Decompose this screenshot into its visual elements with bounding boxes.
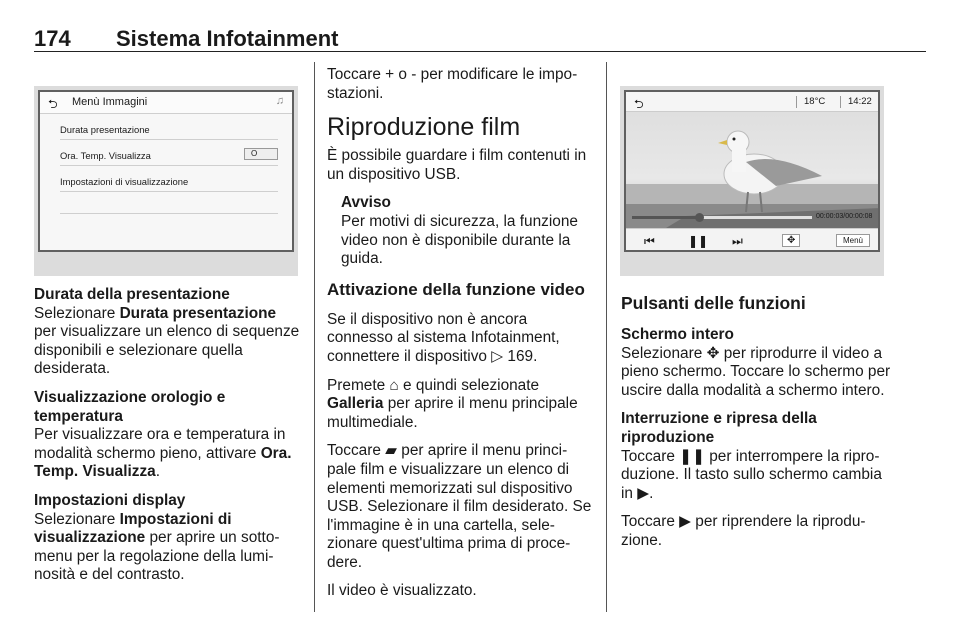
video-screen bbox=[624, 90, 880, 252]
heading-display-settings: Impostazioni display bbox=[34, 491, 186, 509]
paragraph: Toccare ❚❚ per interrompere la ripro-duzione. Il tasto sullo schermo cambia in ▶. bbox=[621, 447, 882, 502]
play-icon: ▶ bbox=[637, 484, 650, 502]
paragraph: Selezionare ✥ per riprodurre il video a pieno schermo. Toccare lo schermo per uscire dalla modalità a schermo intero. bbox=[621, 344, 891, 399]
video-screenshot bbox=[620, 86, 884, 276]
timecode: 00:00:03/00:00:08 bbox=[816, 213, 873, 220]
pause-icon: ❚❚ bbox=[679, 447, 705, 465]
column-3 bbox=[621, 292, 893, 561]
heading-clock-temperature: Visualizzazione orologio e temperatura bbox=[34, 388, 226, 425]
menu-empty-row bbox=[60, 202, 278, 214]
heading-movie-playback: Riproduzione film bbox=[327, 113, 521, 142]
column-divider bbox=[314, 62, 315, 612]
page-header bbox=[34, 26, 926, 52]
temperature: 18°C bbox=[804, 96, 826, 107]
fullscreen-icon[interactable]: ✥ bbox=[782, 234, 800, 247]
reference-arrow-icon: ▷ bbox=[491, 347, 504, 365]
heading-function-buttons: Pulsanti delle funzioni bbox=[621, 293, 806, 313]
paragraph: Toccare + o - per modificare le impo-stazioni. bbox=[327, 66, 578, 102]
clock: 14:22 bbox=[848, 96, 872, 107]
seagull-image bbox=[626, 112, 880, 228]
paragraph: È possibile guardare i film contenuti in un dispositivo USB. bbox=[327, 147, 587, 183]
menu-title: Menù Immagini bbox=[72, 96, 148, 108]
paragraph: Premete ⌂ e quindi selezionate Galleria per aprire il menu principale multimediale. bbox=[327, 376, 578, 431]
paragraph: Toccare ▶ per riprendere la riprodu-zione. bbox=[621, 513, 866, 549]
video-status-bar bbox=[626, 92, 878, 112]
film-icon: ▰ bbox=[385, 442, 398, 460]
home-icon: ⌂ bbox=[389, 376, 399, 394]
paragraph: Selezionare Impostazioni di visualizzazione per aprire un sotto-menu per la regolazione della lumi-nosità e del contrasto. bbox=[34, 510, 280, 584]
menu-item-duration[interactable]: Durata presentazione bbox=[60, 124, 278, 140]
progress-handle[interactable] bbox=[695, 213, 704, 222]
column-2 bbox=[327, 66, 595, 611]
page-number: 174 bbox=[34, 26, 71, 51]
heading-presentation-duration: Durata della presentazione bbox=[34, 286, 230, 303]
menu-title-bar bbox=[40, 92, 292, 114]
heading-pause-resume: Interruzione e ripresa della riproduzione bbox=[621, 410, 817, 446]
note-title: Avviso bbox=[341, 194, 391, 212]
clock-toggle[interactable]: O bbox=[244, 148, 278, 160]
paragraph: Selezionare Durata presentazione per visualizzare un elenco di sequenze disponibili e selezionare quella desiderata. bbox=[34, 304, 300, 378]
heading-fullscreen: Schermo intero bbox=[621, 326, 734, 343]
warning-note bbox=[327, 194, 595, 268]
column-divider bbox=[606, 62, 607, 612]
previous-icon[interactable]: ⏮ bbox=[644, 234, 655, 248]
paragraph: Toccare ▰ per aprire il menu princi-pale film e visualizzare un elenco di elementi memorizzati sul dispositivo USB. Selezionare il film desiderato. Se l'immagine è in una cartella, sele-zionare quest'ultima prima di proce-dere. bbox=[327, 442, 592, 571]
music-note-icon[interactable]: ♫ bbox=[275, 95, 284, 107]
menu-item-display-settings[interactable]: Impostazioni di visualizzazione bbox=[60, 176, 278, 192]
heading-video-activation: Attivazione della funzione video bbox=[327, 279, 585, 299]
menu-item-clock[interactable]: Ora. Temp. Visualizza O bbox=[60, 150, 278, 166]
video-progress-bar[interactable] bbox=[632, 216, 812, 219]
pause-icon[interactable]: ❚❚ bbox=[688, 234, 709, 248]
paragraph: Il video è visualizzato. bbox=[327, 582, 477, 600]
paragraph: Se il dispositivo non è ancora connesso al sistema Infotainment, connettere il dispositivo ▷ 169. bbox=[327, 310, 560, 365]
video-controls bbox=[626, 228, 878, 252]
back-icon[interactable]: ⮌ bbox=[634, 97, 644, 111]
menu-screen bbox=[38, 90, 294, 252]
fullscreen-icon: ✥ bbox=[706, 344, 720, 362]
paragraph: Per visualizzare ora e temperatura in modalità schermo pieno, attivare Ora. Temp. Visualizza. bbox=[34, 426, 292, 481]
section-title: Sistema Infotainment bbox=[116, 26, 339, 51]
column-1 bbox=[34, 286, 300, 595]
play-icon: ▶ bbox=[679, 513, 692, 531]
back-icon[interactable]: ⮌ bbox=[48, 97, 58, 111]
menu-button[interactable]: Menù bbox=[836, 234, 870, 247]
menu-screenshot bbox=[34, 86, 298, 276]
note-text: Per motivi di sicurezza, la funzione video non è disponibile durante la guida. bbox=[341, 212, 578, 268]
next-icon[interactable]: ⏭ bbox=[732, 234, 743, 248]
